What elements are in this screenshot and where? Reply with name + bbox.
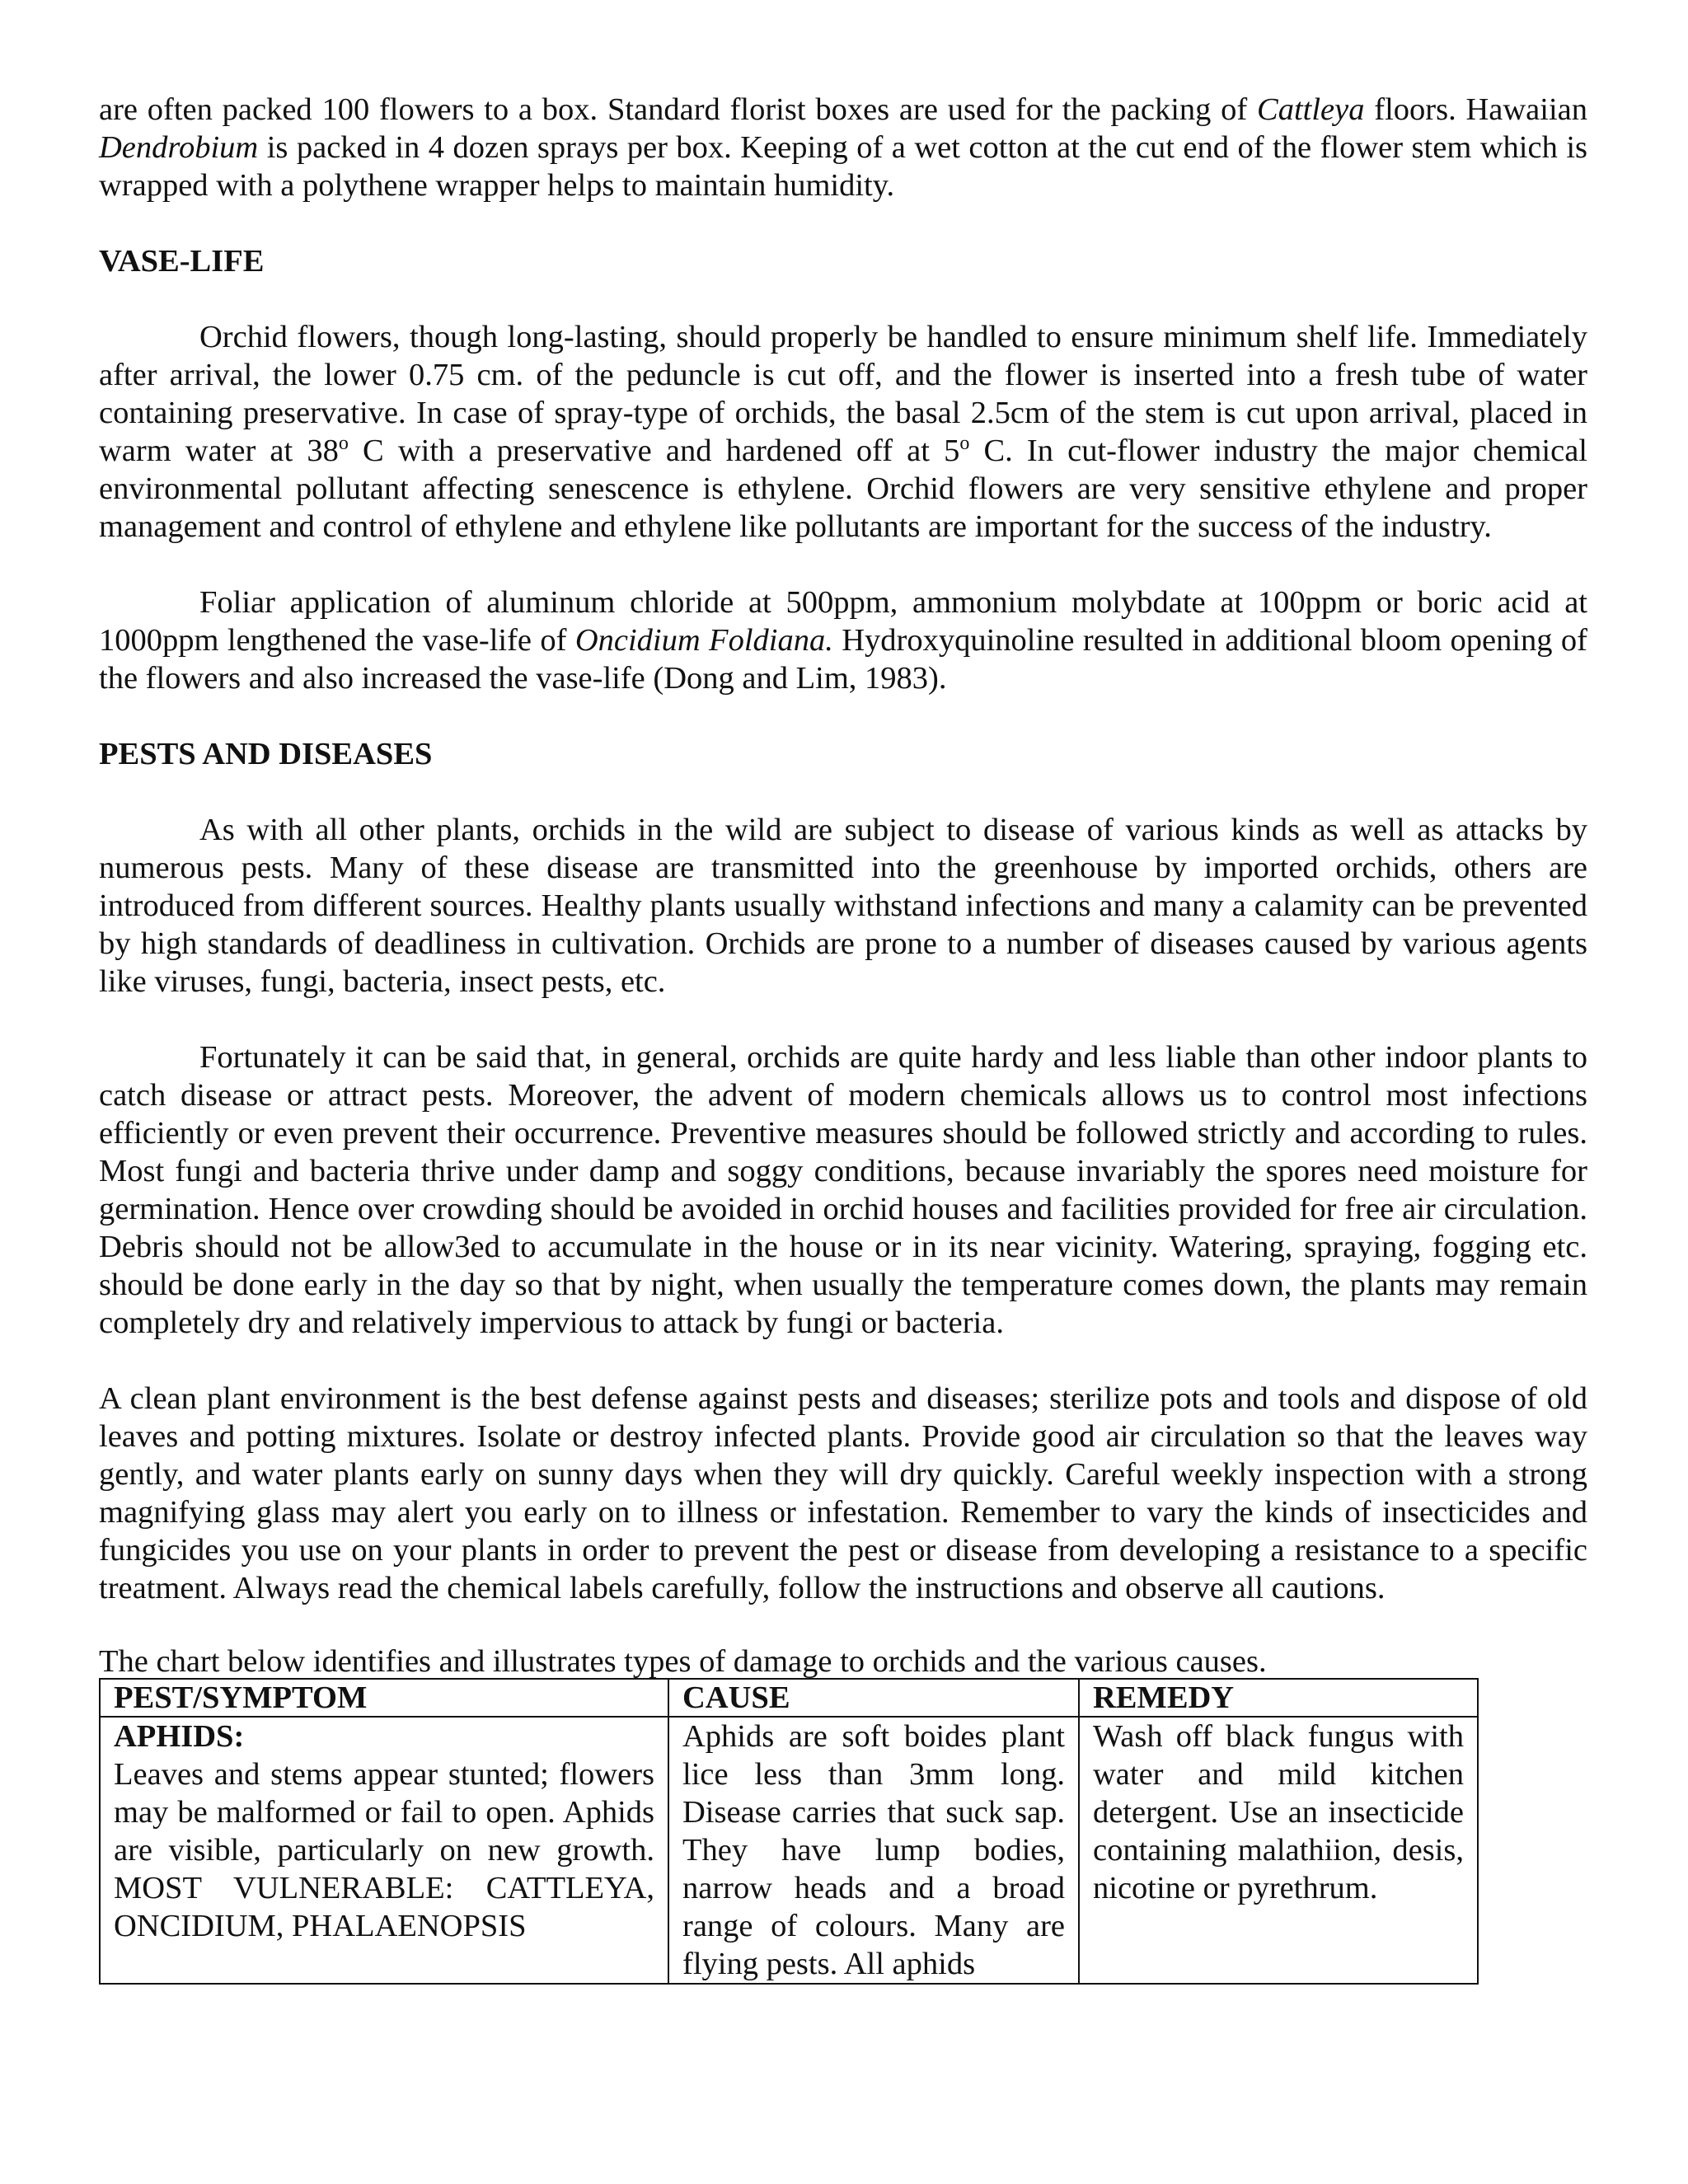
- chart-intro-text: The chart below identifies and illustrates types of damage to orchids and the various causes.: [99, 1644, 1267, 1679]
- paragraph-text: C with a preservative and hardened off at 5: [348, 434, 960, 468]
- pests-paragraph-2: Fortunately it can be said that, in general, orchids are quite hardy and less liable than other indoor plants to catch disease or attract pests. Moreover, the advent of modern chemicals allows us to control most infections efficiently or even prevent their occurrence. Preventive measures should be followed strictly and according to rules. Most fungi and bacteria thrive under damp and soggy conditions, because invariably the spores need moisture for germination. Hence over crowding should be avoided in orchid houses and facilities provided for free air circulation. Debris should not be allow3ed to accumulate in the house or in its near vicinity. Watering, spraying, fogging etc. should be done early in the day so that by night, when usually the temperature comes down, the plants may remain completely dry and relatively impervious to attack by fungi or bacteria.: [99, 1040, 1587, 1340]
- paragraph-text: C. In cut-flower industry the major chemical environmental pollutant affecting senescence is ethylene. Orchid flowers are very sensitive ethylene and proper management and control of ethylene and ethylene like pollutants are important for the success of the industry.: [99, 434, 1587, 544]
- paragraph-text: Orchid flowers, though long-lasting, should properly be handled to ensure minimum shelf life. Immediately after arrival, the lower 0.75 cm. of the peduncle is cut off, and the flower is inserted into a fresh tube of water containing preservative. In case of spray-type of orchids, the basal 2.5cm of the stem is cut upon arrival, placed in warm water at 38: [99, 320, 1587, 468]
- paragraph-text: Foliar application of aluminum chloride at 500ppm, ammonium molybdate at 100ppm or boric acid at 1000ppm lengthened the vase-life of: [99, 585, 1587, 658]
- pest-cell: [100, 1717, 668, 1984]
- vase-life-paragraph-1: [99, 318, 1587, 546]
- header-cause: CAUSE: [668, 1679, 1079, 1717]
- cause-cell: [668, 1717, 1079, 1984]
- intro-text: floors. Hawaiian: [1364, 92, 1587, 127]
- intro-text: are often packed 100 flowers to a box. Standard florist boxes are used for the packing of: [99, 92, 1258, 127]
- intro-text: is packed in 4 dozen sprays per box. Keeping of a wet cotton at the cut end of the flower stem which is wrapped with a polythene wrapper helps to maintain humidity.: [99, 130, 1587, 203]
- cause-text: Aphids are soft boides plant lice less than 3mm long. Disease carries that suck sap. They have lump bodies, narrow heads and a broad range of colours. Many are flying pests. All aphids: [682, 1719, 1065, 1981]
- pests-paragraph-1: As with all other plants, orchids in the wild are subject to disease of various kinds as well as attacks by numerous pests. Many of these disease are transmitted into the greenhouse by imported orchids, others are introduced from different sources. Healthy plants usually withstand infections and many a calamity can be prevented by high standards of deadliness in cultivation. Orchids are prone to a number of diseases caused by various agents like viruses, fungi, bacteria, insect pests, etc.: [99, 813, 1587, 999]
- vase-life-paragraph-2: [99, 583, 1587, 697]
- intro-paragraph: [99, 91, 1587, 204]
- remedy-text: Wash off black fungus with water and mild kitchen detergent. Use an insecticide containing malathiion, desis, nicotine or pyrethrum.: [1093, 1719, 1464, 1905]
- degree-superscript: o: [959, 433, 970, 454]
- paragraph-text: Hydroxyquinoline resulted in additional bloom opening of the flowers and also increased the vase-life (Dong and Lim, 1983).: [99, 623, 1588, 696]
- section-heading-pests: PESTS AND DISEASES: [99, 737, 433, 771]
- header-pest-symptom: PEST/SYMPTOM: [100, 1679, 668, 1717]
- header-remedy: REMEDY: [1079, 1679, 1478, 1717]
- section-heading-vase-life: VASE-LIFE: [99, 244, 265, 279]
- italic-species-name: Oncidium Foldiana.: [574, 623, 833, 658]
- intro-italic-dendrobium: Dendrobium: [99, 130, 259, 165]
- document-page: [99, 91, 1587, 1985]
- table-row: [100, 1717, 1478, 1984]
- pest-title: APHIDS:: [114, 1719, 245, 1754]
- table-header-row: [100, 1679, 1478, 1717]
- degree-superscript: o: [338, 433, 349, 454]
- intro-italic-cattleya: Cattleya: [1257, 92, 1365, 127]
- pests-paragraph-3: A clean plant environment is the best defense against pests and diseases; sterilize pots and tools and dispose of old leaves and potting mixtures. Isolate or destroy infected plants. Provide good air circulation so that the leaves way gently, and water plants early on sunny days when they will dry quickly. Careful weekly inspection with a strong magnifying glass may alert you early on to illness or infestation. Remember to vary the kinds of insecticides and fungicides you use on your plants in order to prevent the pest or disease from developing a resistance to a specific treatment. Always read the chemical labels carefully, follow the instructions and observe all cautions.: [99, 1381, 1587, 1605]
- remedy-cell: [1079, 1717, 1478, 1984]
- pest-table: [99, 1678, 1479, 1985]
- pest-symptom-text: Leaves and stems appear stunted; flowers may be malformed or fail to open. Aphids are visible, particularly on new growth. MOST VULNERABLE: CATTLEYA, ONCIDIUM, PHALAENOPSIS: [114, 1757, 654, 1943]
